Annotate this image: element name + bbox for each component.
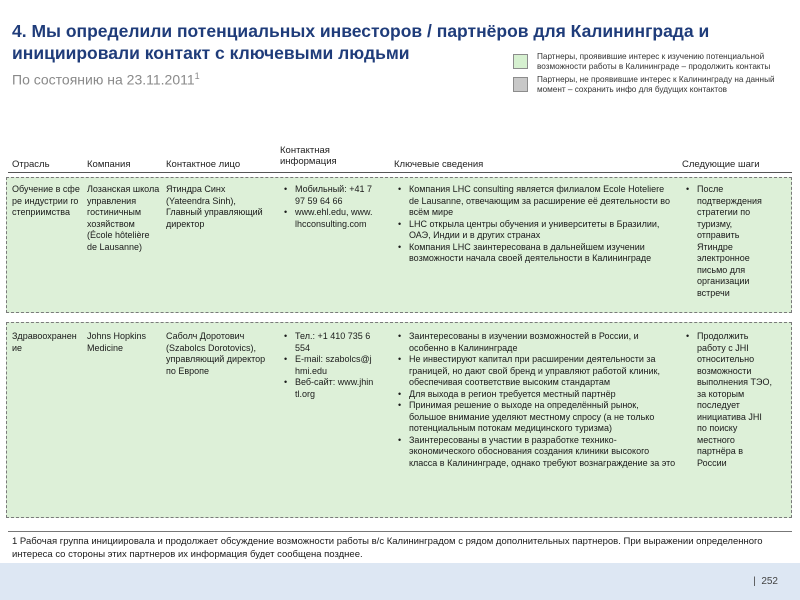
row2-industry: Здравоохранение bbox=[12, 331, 77, 353]
subtitle-text: По состоянию на 23.11.2011 bbox=[12, 71, 195, 88]
header-next-steps: Следующие шаги bbox=[682, 159, 760, 170]
row2-contact-info bbox=[282, 331, 374, 400]
row1-key-info bbox=[396, 184, 676, 265]
legend-label-not-interested: Партнеры, не проявившие интерес к Калининграду на данный момент – сохранить инфо для будущих контактов bbox=[537, 75, 775, 94]
row2-key-info bbox=[396, 331, 676, 469]
subtitle-footnote-marker: 1 bbox=[194, 71, 200, 81]
footnote-divider bbox=[8, 531, 792, 532]
row1-industry: Обучение в сфере индустрии гостеприимства bbox=[12, 184, 80, 217]
row1-contact-info-web: • www.ehl.edu, www.lhcconsulting.com bbox=[282, 207, 374, 230]
row1-contact-person: Ятиндра Синх (Yateendra Sinh), Главный управляющий директор bbox=[166, 184, 263, 229]
header-company: Компания bbox=[87, 159, 131, 170]
row2-contact-info-phone: • Тел.: +1 410 735 6554 bbox=[282, 331, 374, 354]
row2-next-steps bbox=[684, 331, 772, 469]
legend-label-interested: Партнеры, проявившие интерес к изучению потенциальной возможности работы в Калининграде – продолжить контакты bbox=[537, 52, 771, 71]
header-key-info: Ключевые сведения bbox=[394, 159, 484, 170]
row2-next-step-item: • Продолжить работу с JHI относительно возможности выполнения ТЭО, за которым последует инициатива JHI по поиску местного партнёра в России bbox=[684, 331, 772, 469]
legend-item-interested bbox=[513, 52, 793, 72]
row2-key-info-item: • Заинтересованы в изучении возможностей в России, и особенно в Калининграде bbox=[396, 331, 676, 354]
page-number: | 252 bbox=[753, 576, 778, 587]
row2-contact-info-web: • Веб-сайт: www.jhintl.org bbox=[282, 377, 374, 400]
slide-subtitle bbox=[12, 71, 200, 88]
row2-key-info-item: • Принимая решение о выходе на определённый рынок, большое внимание уделяют местному спросу (а не только потенциальным потокам медицинского туризма) bbox=[396, 400, 676, 435]
footer-band bbox=[0, 563, 800, 600]
row1-key-info-item: • LHC открыла центры обучения и университеты в Бразилии, ОАЭ, Индии и в других странах bbox=[396, 219, 676, 242]
row2-key-info-item: • Не инвестируют капитал при расширении деятельности за границей, но дают свой бренд и управляют работой клиник, обеспечивая соответствие высоким стандартам bbox=[396, 354, 676, 389]
header-divider bbox=[8, 172, 792, 173]
header-contact-person: Контактное лицо bbox=[166, 159, 241, 170]
row2-company: Johns Hopkins Medicine bbox=[87, 331, 147, 353]
header-contact-info: Контактная информация bbox=[280, 145, 337, 167]
row2-contact-info-email: • E-mail: szabolcs@jhmi.edu bbox=[282, 354, 374, 377]
page-number-value: 252 bbox=[761, 576, 778, 587]
row2-key-info-item: • Заинтересованы в участии в разработке технико-экономического обоснования создания клиники высокого класса в Калининграде, однако требуют вознаграждение за это bbox=[396, 435, 676, 470]
footnote: 1 Рабочая группа инициировала и продолжает обсуждение возможности работы в/с Калининградом с рядом дополнительных партнеров. При выражении определенного интереса со стороны этих партнеров их информация будет сообщена позднее. bbox=[12, 536, 763, 560]
row1-next-step-item: • После подтверждения стратегии по туризму, отправить Ятиндре электронное письмо для организации встречи bbox=[684, 184, 772, 299]
legend bbox=[513, 52, 793, 98]
row1-contact-info-phone: • Мобильный: +41 797 59 64 66 bbox=[282, 184, 374, 207]
row1-key-info-item: • Компания LHC заинтересована в дальнейшем изучении возможности начала своей деятельности в Калининграде bbox=[396, 242, 676, 265]
row1-next-steps bbox=[684, 184, 772, 299]
row1-contact-info bbox=[282, 184, 374, 230]
legend-swatch-green bbox=[513, 54, 528, 69]
row1-company: Лозанская школа управления гостиничным хозяйством (École hôtelière de Lausanne) bbox=[87, 184, 160, 252]
slide-title: 4. Мы определили потенциальных инвесторов / партнёров для Калининграда и инициировали контакт с ключевыми людьми bbox=[12, 21, 710, 63]
legend-swatch-grey bbox=[513, 77, 528, 92]
row2-key-info-item: • Для выхода в регион требуется местный партнёр bbox=[396, 389, 676, 401]
row1-key-info-item: • Компания LHC consulting является филиалом Ecole Hoteliere de Lausanne, отвечающим за расширение её деятельности во всём мире bbox=[396, 184, 676, 219]
legend-item-not-interested bbox=[513, 75, 793, 95]
header-industry: Отрасль bbox=[12, 159, 50, 170]
row2-contact-person: Саболч Доротович (Szabolcs Dorotovics), управляющий директор по Европе bbox=[166, 331, 266, 376]
